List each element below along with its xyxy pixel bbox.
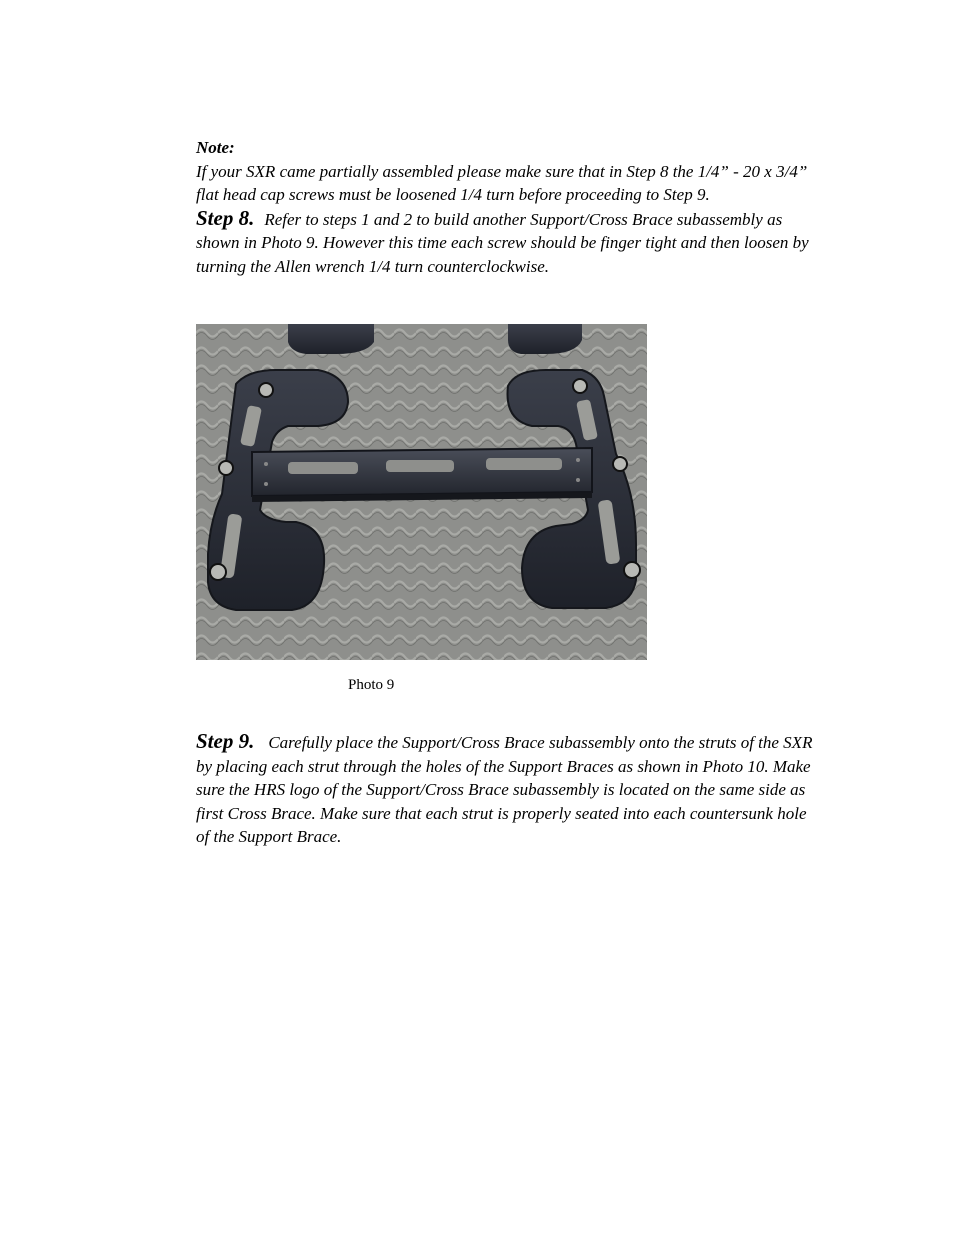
instructions-bottom: [196, 730, 816, 849]
photo-9-image: [196, 324, 647, 660]
photo-caption: Photo 9: [348, 677, 395, 693]
instructions-top: [196, 136, 816, 278]
note-body: If your SXR came partially assembled please make sure that in Step 8 the 1/4” - 20 x 3/4” flat head cap screws must be loosened 1/4 turn before proceeding to Step 9.: [196, 161, 808, 204]
step-9-body: Carefully place the Support/Cross Brace subassembly onto the struts of the SXR by placing each strut through the holes of the Support Braces as shown in Photo 10. Make sure the HRS logo of the Support/Cross Brace subassembly is located on the same side as first Cross Brace. Make sure that each strut is properly seated into each countersunk hole of the Support Brace.: [196, 733, 813, 846]
step-8-label: Step 8.: [196, 205, 255, 230]
step-8-body: Refer to steps 1 and 2 to build another Support/Cross Brace subassembly as shown in Photo 9. However this time each screw should be finger tight and then loosen by turning the Allen wrench 1/4 turn counterclockwise.: [196, 209, 809, 276]
note-heading: Note:: [196, 138, 235, 157]
step-9-label: Step 9.: [196, 729, 255, 753]
